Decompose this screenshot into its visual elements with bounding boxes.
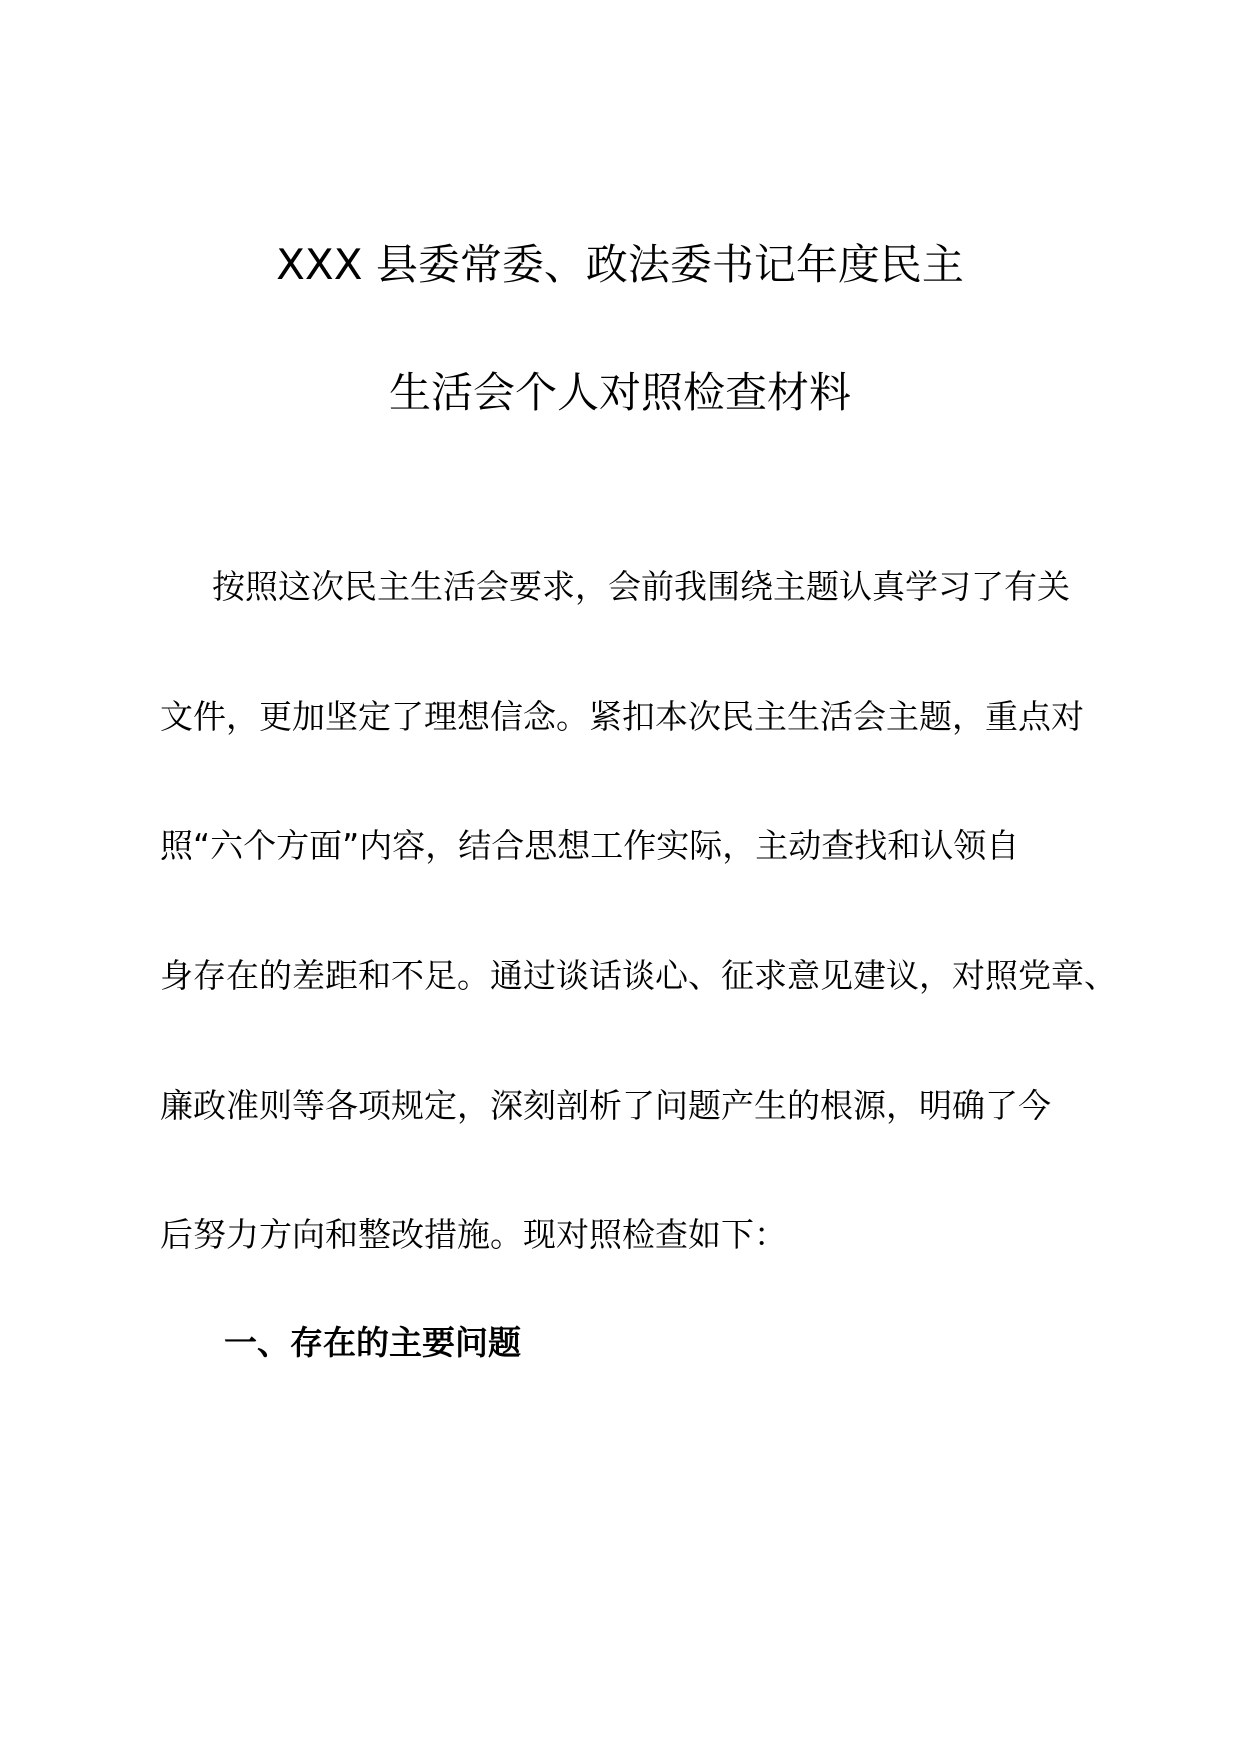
intro-paragraph-line-3: 照“六个方面”内容，结合思想工作实际，主动查找和认领自 — [160, 826, 1020, 865]
intro-paragraph-line-2: 文件，更加坚定了理想信念。紧扣本次民主生活会主题，重点对 — [160, 697, 1084, 736]
section-heading-main-problems: 一、存在的主要问题 — [224, 1323, 521, 1362]
document-title-line-1: XXX 县委常委、政法委书记年度民主 — [276, 240, 964, 289]
intro-paragraph-line-6: 后努力方向和整改措施。现对照检查如下： — [160, 1215, 787, 1254]
intro-paragraph-line-1: 按照这次民主生活会要求，会前我围绕主题认真学习了有关 — [212, 567, 1070, 606]
intro-paragraph-line-4: 身存在的差距和不足。通过谈话谈心、征求意见建议，对照党章、 — [160, 956, 1117, 995]
intro-paragraph-line-5: 廉政准则等各项规定，深刻剖析了问题产生的根源，明确了今 — [160, 1086, 1051, 1125]
document-title-line-2: 生活会个人对照检查材料 — [388, 368, 851, 417]
